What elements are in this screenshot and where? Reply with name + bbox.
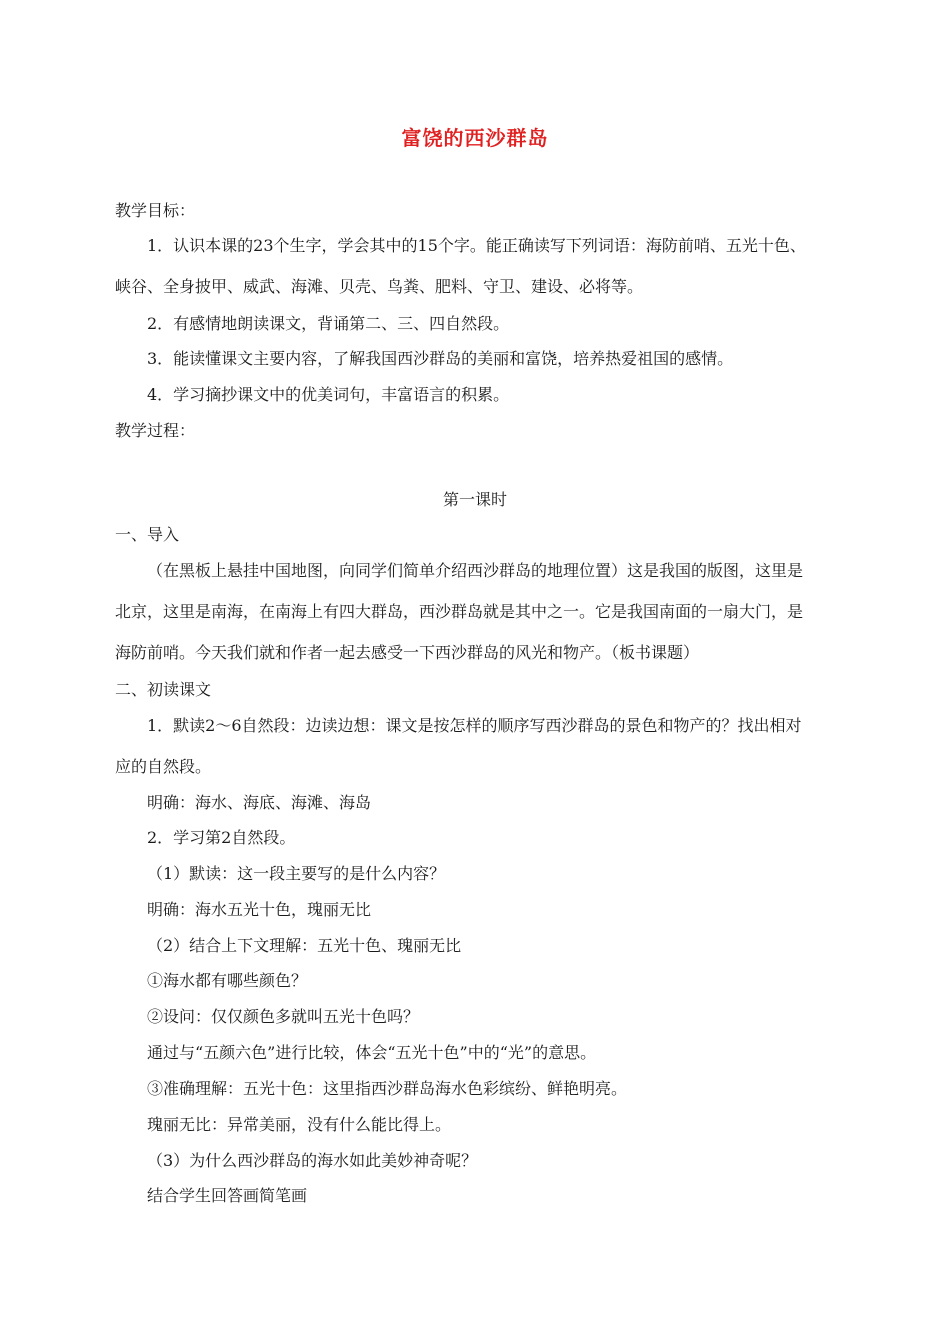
paragraph-line: （在黑板上悬挂中国地图，向同学们简单介绍西沙群岛的地理位置）这是我国的版图，这里是 xyxy=(147,561,804,580)
paragraph-line: 峡谷、全身披甲、威武、海滩、贝壳、鸟粪、肥料、守卫、建设、必将等。 xyxy=(115,277,644,296)
paragraph-line: 明确：海水五光十色，瑰丽无比 xyxy=(147,900,372,919)
document-title: 富饶的西沙群岛 xyxy=(401,126,549,150)
paragraph-line: （2）结合上下文理解：五光十色、瑰丽无比 xyxy=(147,936,462,955)
paragraph-line: ②设问：仅仅颜色多就叫五光十色吗？ xyxy=(147,1007,420,1026)
paragraph-line: 北京，这里是南海，在南海上有四大群岛，西沙群岛就是其中之一。它是我国南面的一扇大门，是 xyxy=(115,602,804,621)
paragraph-line: 瑰丽无比：异常美丽，没有什么能比得上。 xyxy=(147,1115,452,1134)
paragraph-line: 1．默读2～6自然段：边读边想：课文是按怎样的顺序写西沙群岛的景色和物产的？找出相对 xyxy=(147,716,802,735)
paragraph-line: 1．认识本课的23个生字，学会其中的15个字。能正确读写下列词语：海防前哨、五光十色、 xyxy=(147,236,806,255)
paragraph-line: 4．学习摘抄课文中的优美词句，丰富语言的积累。 xyxy=(147,385,510,404)
paragraph-line: 海防前哨。今天我们就和作者一起去感受一下西沙群岛的风光和物产。（板书课题） xyxy=(115,643,700,662)
paragraph-line: ①海水都有哪些颜色？ xyxy=(147,971,308,990)
section-heading: 二、初读课文 xyxy=(115,680,212,699)
paragraph-line: （3）为什么西沙群岛的海水如此美妙神奇呢？ xyxy=(147,1151,478,1170)
section-heading: 一、导入 xyxy=(115,525,180,544)
paragraph-line: 3．能读懂课文主要内容，了解我国西沙群岛的美丽和富饶，培养热爱祖国的感情。 xyxy=(147,349,734,368)
paragraph-line: 2．学习第2自然段。 xyxy=(147,828,296,847)
paragraph-line: 明确：海水、海底、海滩、海岛 xyxy=(147,793,372,812)
paragraph-line: 通过与“五颜六色”进行比较，体会“五光十色”中的“光”的意思。 xyxy=(147,1043,597,1062)
paragraph-line: 结合学生回答画简笔画 xyxy=(147,1186,308,1205)
paragraph-line: （1）默读：这一段主要写的是什么内容？ xyxy=(147,864,446,883)
paragraph-line: 应的自然段。 xyxy=(115,757,212,776)
paragraph-line: 2．有感情地朗读课文，背诵第二、三、四自然段。 xyxy=(147,314,510,333)
section-heading-process: 教学过程： xyxy=(115,421,196,440)
lesson-heading: 第一课时 xyxy=(442,490,507,509)
paragraph-line: ③准确理解：五光十色：这里指西沙群岛海水色彩缤纷、鲜艳明亮。 xyxy=(147,1079,628,1098)
section-heading-objectives: 教学目标： xyxy=(115,201,196,220)
